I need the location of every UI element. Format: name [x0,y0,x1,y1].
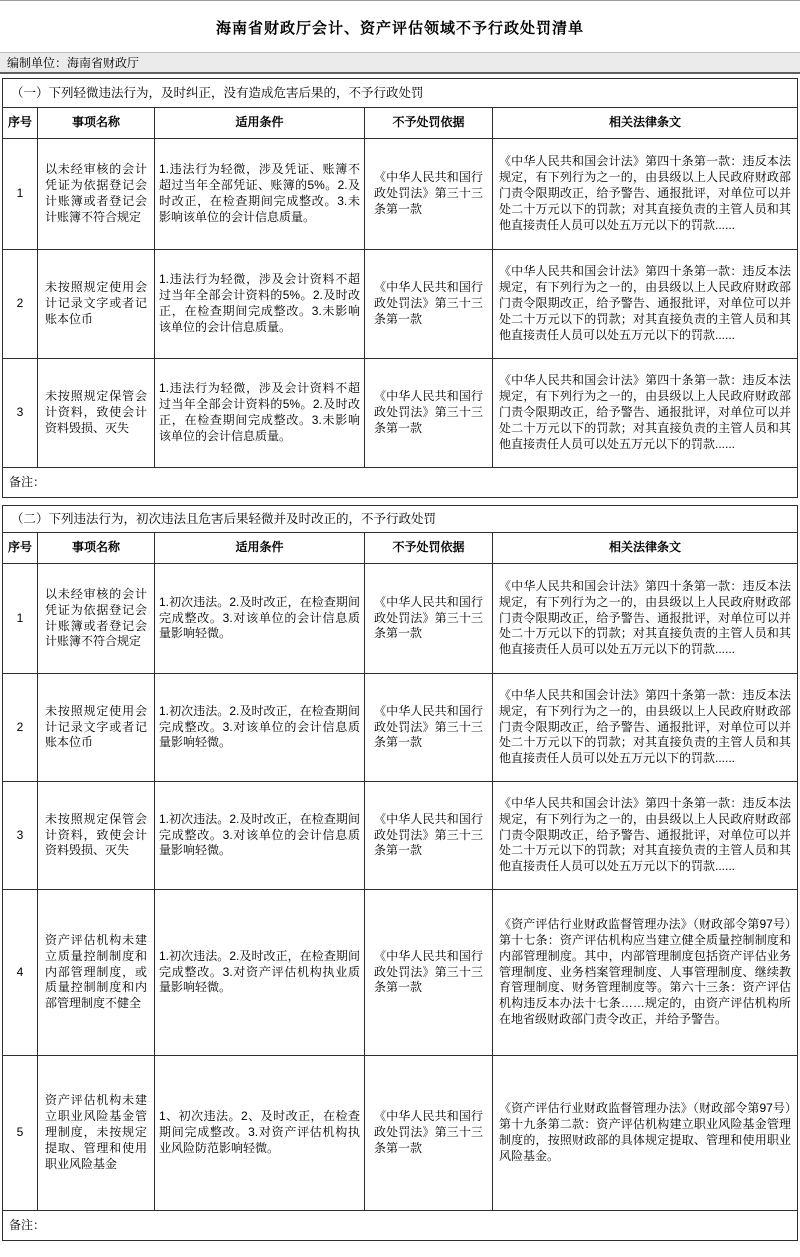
table-row [3,674,798,782]
col-header-item: 事项名称 [38,533,155,564]
section-1-table [2,78,798,498]
condition-cell: 1.违法行为轻微，涉及会计资料不超过当年全部会计资料的5%。2.及时改正，在检查期间完成整改。3.未影响该单位的会计信息质量。 [155,250,365,359]
law-cell: 《中华人民共和国会计法》第四十条第一款：违反本法规定，有下列行为之一的，由县级以上人民政府财政部门责令限期改正，给予警告、通报批评，对单位可以并处二十万元以下的罚款；对其直接负责的主管人员和其他直接责任人员可以处五万元以下的罚款...... [493,674,798,782]
row-number-cell: 1 [3,564,38,674]
col-header-basis: 不予处罚依据 [365,108,493,139]
basis-cell: 《中华人民共和国行政处罚法》第三十三条第一款 [365,139,493,250]
basis-cell: 《中华人民共和国行政处罚法》第三十三条第一款 [365,890,493,1056]
col-header-item: 事项名称 [38,108,155,139]
prepared-by-bar [0,52,800,74]
basis-cell: 《中华人民共和国行政处罚法》第三十三条第一款 [365,564,493,674]
condition-cell: 1.违法行为轻微，涉及凭证、账簿不超过当年全部凭证、账簿的5%。2.及时改正，在检查期间完成整改。3.未影响该单位的会计信息质量。 [155,139,365,250]
table-row [3,564,798,674]
col-header-no: 序号 [3,108,38,139]
col-header-condition: 适用条件 [155,533,365,564]
col-header-law: 相关法律条文 [493,533,798,564]
section-2-note: 备注： [3,1211,798,1241]
row-number-cell: 2 [3,250,38,359]
section-2-note-row [3,1211,798,1241]
law-cell: 《中华人民共和国会计法》第四十条第一款：违反本法规定，有下列行为之一的，由县级以上人民政府财政部门责令限期改正，给予警告、通报批评，对单位可以并处二十万元以下的罚款；对其直接负责的主管人员和其他直接责任人员可以处五万元以下的罚款...... [493,139,798,250]
condition-cell: 1.初次违法。2.及时改正，在检查期间完成整改。3.对该单位的会计信息质量影响轻微。 [155,564,365,674]
item-name-cell: 未按照规定保管会计资料，致使会计资料毁损、灭失 [38,782,155,890]
table-row [3,782,798,890]
table-row [3,359,798,468]
row-number-cell: 5 [3,1056,38,1211]
condition-cell: 1.初次违法。2.及时改正，在检查期间完成整改。3.对该单位的会计信息质量影响轻微。 [155,674,365,782]
col-header-no: 序号 [3,533,38,564]
section-1-heading-row [3,79,798,108]
law-cell: 《中华人民共和国会计法》第四十条第一款：违反本法规定，有下列行为之一的，由县级以上人民政府财政部门责令限期改正，给予警告、通报批评，对单位可以并处二十万元以下的罚款；对其直接负责的主管人员和其他直接责任人员可以处五万元以下的罚款...... [493,782,798,890]
basis-cell: 《中华人民共和国行政处罚法》第三十三条第一款 [365,782,493,890]
basis-cell: 《中华人民共和国行政处罚法》第三十三条第一款 [365,1056,493,1211]
section-1-note: 备注： [3,468,798,498]
item-name-cell: 未按照规定保管会计资料，致使会计资料毁损、灭失 [38,359,155,468]
item-name-cell: 以未经审核的会计凭证为依据登记会计账簿或者登记会计账簿不符合规定 [38,139,155,250]
col-header-basis: 不予处罚依据 [365,533,493,564]
section-2-heading-row [3,506,798,533]
law-cell: 《资产评估行业财政监督管理办法》（财政部令第97号）第十七条：资产评估机构应当建立健全质量控制制度和内部管理制度。其中，内部管理制度包括资产评估业务管理制度、业务档案管理制度、人事管理制度、继续教育管理制度、财务管理制度等。第六十三条：资产评估机构违反本办法十七条……规定的，由资产评估机构所在地省级财政部门责令改正，并给予警告。 [493,890,798,1056]
table-row [3,139,798,250]
row-number-cell: 2 [3,674,38,782]
item-name-cell: 以未经审核的会计凭证为依据登记会计账簿或者登记会计账簿不符合规定 [38,564,155,674]
section-1-note-row [3,468,798,498]
section-1-heading: （一）下列轻微违法行为，及时纠正，没有造成危害后果的，不予行政处罚 [3,79,798,108]
basis-cell: 《中华人民共和国行政处罚法》第三十三条第一款 [365,250,493,359]
prepared-by-label: 编制单位：海南省财政厅 [7,56,140,70]
basis-cell: 《中华人民共和国行政处罚法》第三十三条第一款 [365,674,493,782]
condition-cell: 1.违法行为轻微，涉及会计资料不超过当年全部会计资料的5%。2.及时改正，在检查期间完成整改。3.未影响该单位的会计信息质量。 [155,359,365,468]
section-2-table [2,505,798,1241]
law-cell: 《中华人民共和国会计法》第四十条第一款：违反本法规定，有下列行为之一的，由县级以上人民政府财政部门责令限期改正，给予警告、通报批评，对单位可以并处二十万元以下的罚款；对其直接负责的主管人员和其他直接责任人员可以处五万元以下的罚款...... [493,250,798,359]
table-row [3,890,798,1056]
section-1-column-header-row [3,108,798,139]
table-row [3,250,798,359]
row-number-cell: 4 [3,890,38,1056]
col-header-condition: 适用条件 [155,108,365,139]
section-2-heading: （二）下列违法行为，初次违法且危害后果轻微并及时改正的，不予行政处罚 [3,506,798,533]
condition-cell: 1、初次违法。2、及时改正，在检查期间完成整改。3.对资产评估机构执业风险防范影响轻微。 [155,1056,365,1211]
row-number-cell: 1 [3,139,38,250]
row-number-cell: 3 [3,782,38,890]
section-2-column-header-row [3,533,798,564]
law-cell: 《中华人民共和国会计法》第四十条第一款：违反本法规定，有下列行为之一的，由县级以上人民政府财政部门责令限期改正，给予警告、通报批评，对单位可以并处二十万元以下的罚款；对其直接负责的主管人员和其他直接责任人员可以处五万元以下的罚款...... [493,564,798,674]
law-cell: 《资产评估行业财政监督管理办法》（财政部令第97号）第十九条第二款：资产评估机构建立职业风险基金管理制度的，按照财政部的具体规定提取、管理和使用职业风险基金。 [493,1056,798,1211]
condition-cell: 1.初次违法。2.及时改正，在检查期间完成整改。3.对该单位的会计信息质量影响轻微。 [155,782,365,890]
item-name-cell: 未按照规定使用会计记录文字或者记账本位币 [38,250,155,359]
table-row [3,1056,798,1211]
col-header-law: 相关法律条文 [493,108,798,139]
item-name-cell: 未按照规定使用会计记录文字或者记账本位币 [38,674,155,782]
condition-cell: 1.初次违法。2.及时改正，在检查期间完成整改。3.对资产评估机构执业质量影响轻微。 [155,890,365,1056]
item-name-cell: 资产评估机构未建立职业风险基金管理制度，未按规定提取、管理和使用职业风险基金 [38,1056,155,1211]
item-name-cell: 资产评估机构未建立质量控制制度和内部管理制度，或质量控制制度和内部管理制度不健全 [38,890,155,1056]
law-cell: 《中华人民共和国会计法》第四十条第一款：违反本法规定，有下列行为之一的，由县级以上人民政府财政部门责令限期改正，给予警告、通报批评，对单位可以并处二十万元以下的罚款；对其直接负责的主管人员和其他直接责任人员可以处五万元以下的罚款...... [493,359,798,468]
row-number-cell: 3 [3,359,38,468]
spacer [0,498,800,505]
page-title: 海南省财政厅会计、资产评估领域不予行政处罚清单 [215,20,584,37]
basis-cell: 《中华人民共和国行政处罚法》第三十三条第一款 [365,359,493,468]
